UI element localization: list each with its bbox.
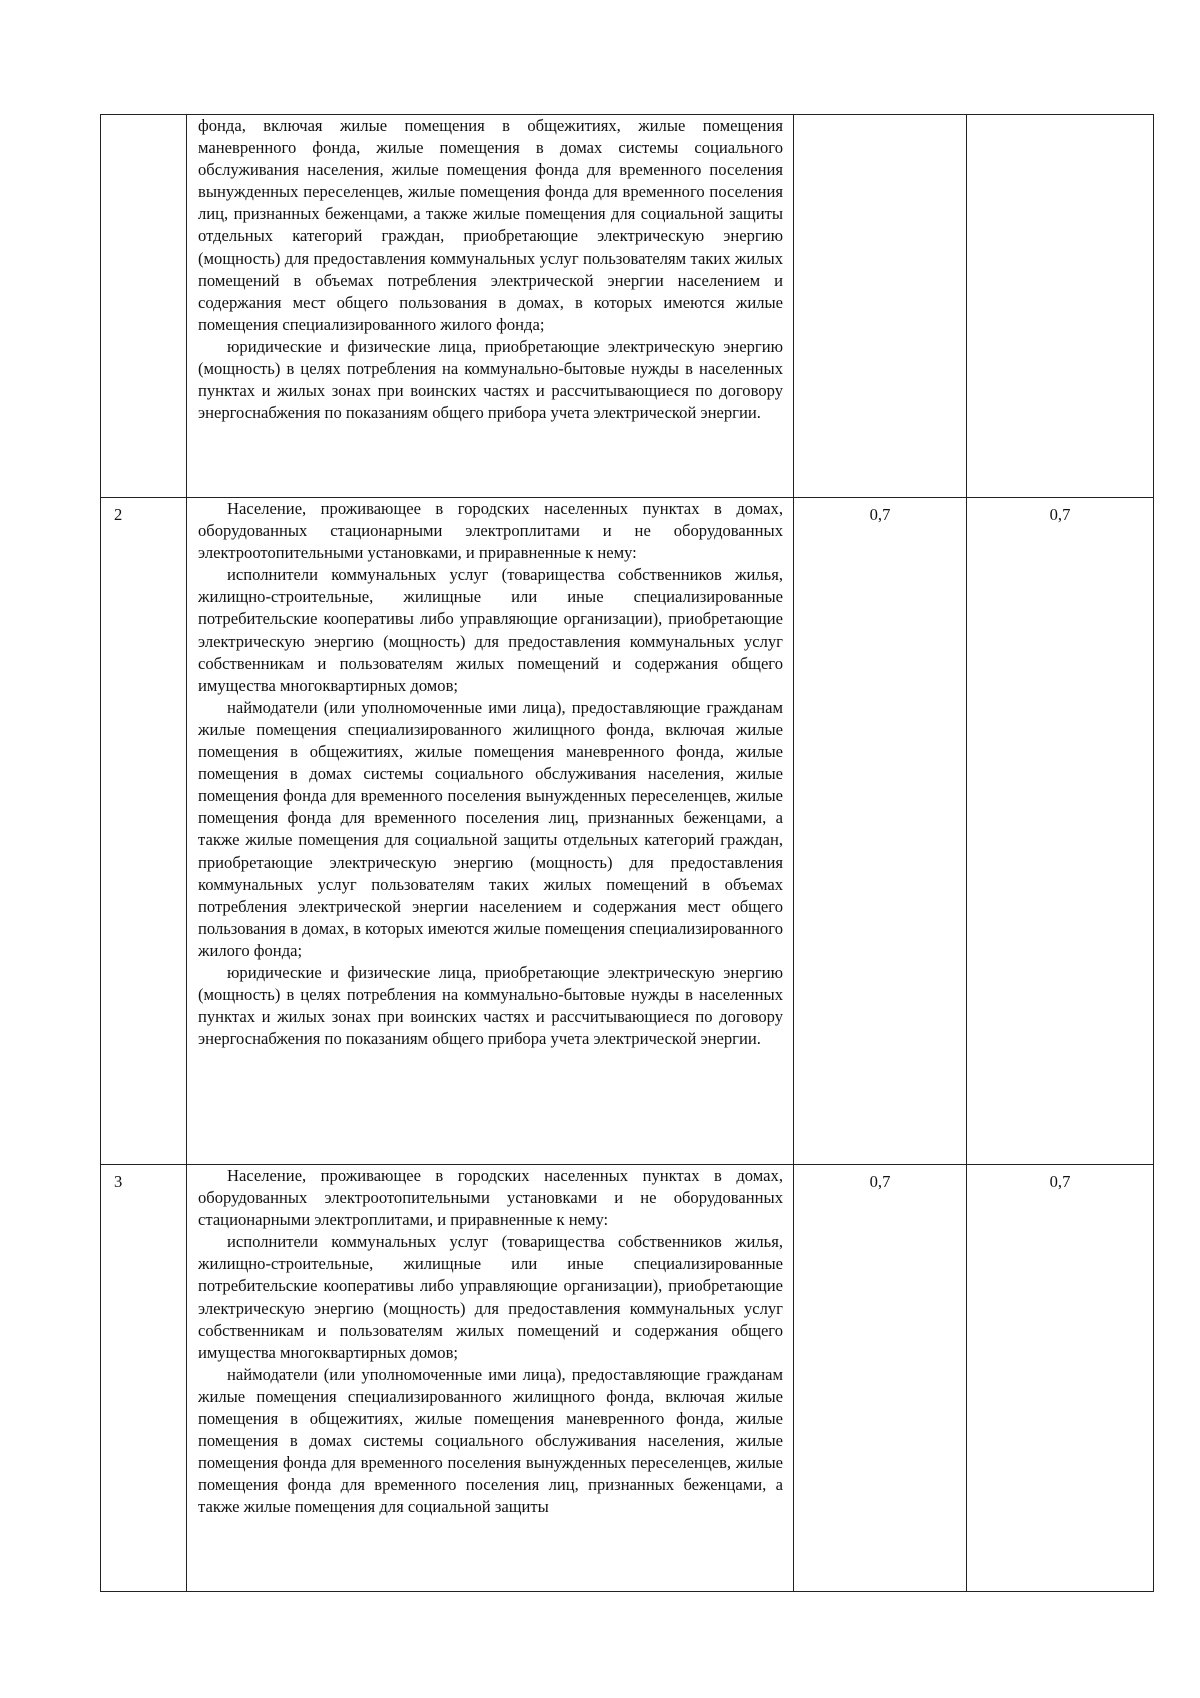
paragraph: Население, проживающее в городских населенных пунктах в домах, оборудованных стационарными электроплитами и не оборудованных электроотопительными установками, и приравненные к нему: — [198, 499, 783, 563]
row-value-1: 0,7 — [794, 1165, 967, 1592]
row-description — [187, 115, 794, 498]
paragraph: исполнители коммунальных услуг (товарищества собственников жилья, жилищно-строительные, жилищные или иные специализированные потребительские кооперативы либо управляющие организации), приобретающие электрическую энергию (мощность) для предоставления коммунальных услуг собственникам и пользователям жилых помещений и содержания общего имущества многоквартирных домов; — [198, 1232, 783, 1362]
row-description-clip — [198, 1165, 783, 1585]
row-number: 3 — [101, 1165, 187, 1592]
table-row — [101, 1165, 1154, 1592]
row-number — [101, 115, 187, 498]
row-value-2: 0,7 — [967, 1165, 1154, 1592]
row-description — [187, 498, 794, 1165]
row-value-2 — [967, 115, 1154, 498]
row-value-1: 0,7 — [794, 498, 967, 1165]
paragraph: Население, проживающее в городских населенных пунктах в домах, оборудованных электроотопительными установками и не оборудованных стационарными электроплитами, и приравненные к нему: — [198, 1166, 783, 1230]
row-number: 2 — [101, 498, 187, 1165]
table-row — [101, 115, 1154, 498]
paragraph: юридические и физические лица, приобретающие электрическую энергию (мощность) в целях потребления на коммунально-бытовые нужды в населенных пунктах и жилых зонах при воинских частях и рассчитывающиеся по договору энергоснабжения по показаниям общего прибора учета электрической энергии. — [198, 962, 783, 1049]
paragraph: юридические и физические лица, приобретающие электрическую энергию (мощность) в целях потребления на коммунально-бытовые нужды в населенных пунктах и жилых зонах при воинских частях и рассчитывающиеся по договору энергоснабжения по показаниям общего прибора учета электрической энергии. — [198, 336, 783, 423]
table-row — [101, 498, 1154, 1165]
paragraph: наймодатели (или уполномоченные ими лица), предоставляющие гражданам жилые помещения специализированного жилищного фонда, включая жилые помещения в общежитиях, жилые помещения маневренного фонда, жилые помещения в домах системы социального обслуживания населения, жилые помещения фонда для временного поселения вынужденных переселенцев, жилые помещения фонда для временного поселения лиц, признанных беженцами, а также жилые помещения для социальной защиты отдельных категорий граждан, приобретающие электрическую энергию (мощность) для предоставления коммунальных услуг пользователям таких жилых помещений в объемах потребления электрической энергии населением и содержания мест общего пользования в домах, в которых имеются жилые помещения специализированного жилого фонда; — [198, 697, 783, 960]
row-value-2: 0,7 — [967, 498, 1154, 1165]
row-value-1 — [794, 115, 967, 498]
tariff-table — [100, 114, 1154, 1592]
paragraph: наймодатели (или уполномоченные ими лица), предоставляющие гражданам жилые помещения специализированного жилищного фонда, включая жилые помещения в общежитиях, жилые помещения маневренного фонда, жилые помещения в домах системы социального обслуживания населения, жилые помещения фонда для временного поселения вынужденных переселенцев, жилые помещения фонда для временного поселения лиц, признанных беженцами, а также жилые помещения для социальной защиты — [198, 1364, 783, 1517]
paragraph: исполнители коммунальных услуг (товарищества собственников жилья, жилищно-строительные, жилищные или иные специализированные потребительские кооперативы либо управляющие организации), приобретающие электрическую энергию (мощность) для предоставления коммунальных услуг собственникам и пользователям жилых помещений и содержания общего имущества многоквартирных домов; — [198, 565, 783, 695]
paragraph: фонда, включая жилые помещения в общежитиях, жилые помещения маневренного фонда, жилые помещения в домах системы социального обслуживания населения, жилые помещения фонда для временного поселения вынужденных переселенцев, жилые помещения фонда для временного поселения лиц, признанных беженцами, а также жилые помещения для социальной защиты отдельных категорий граждан, приобретающие электрическую энергию (мощность) для предоставления коммунальных услуг пользователям таких жилых помещений в объемах потребления электрической энергии населением и содержания мест общего пользования в домах, в которых имеются жилые помещения специализированного жилого фонда; — [198, 116, 783, 334]
row-description — [187, 1165, 794, 1592]
